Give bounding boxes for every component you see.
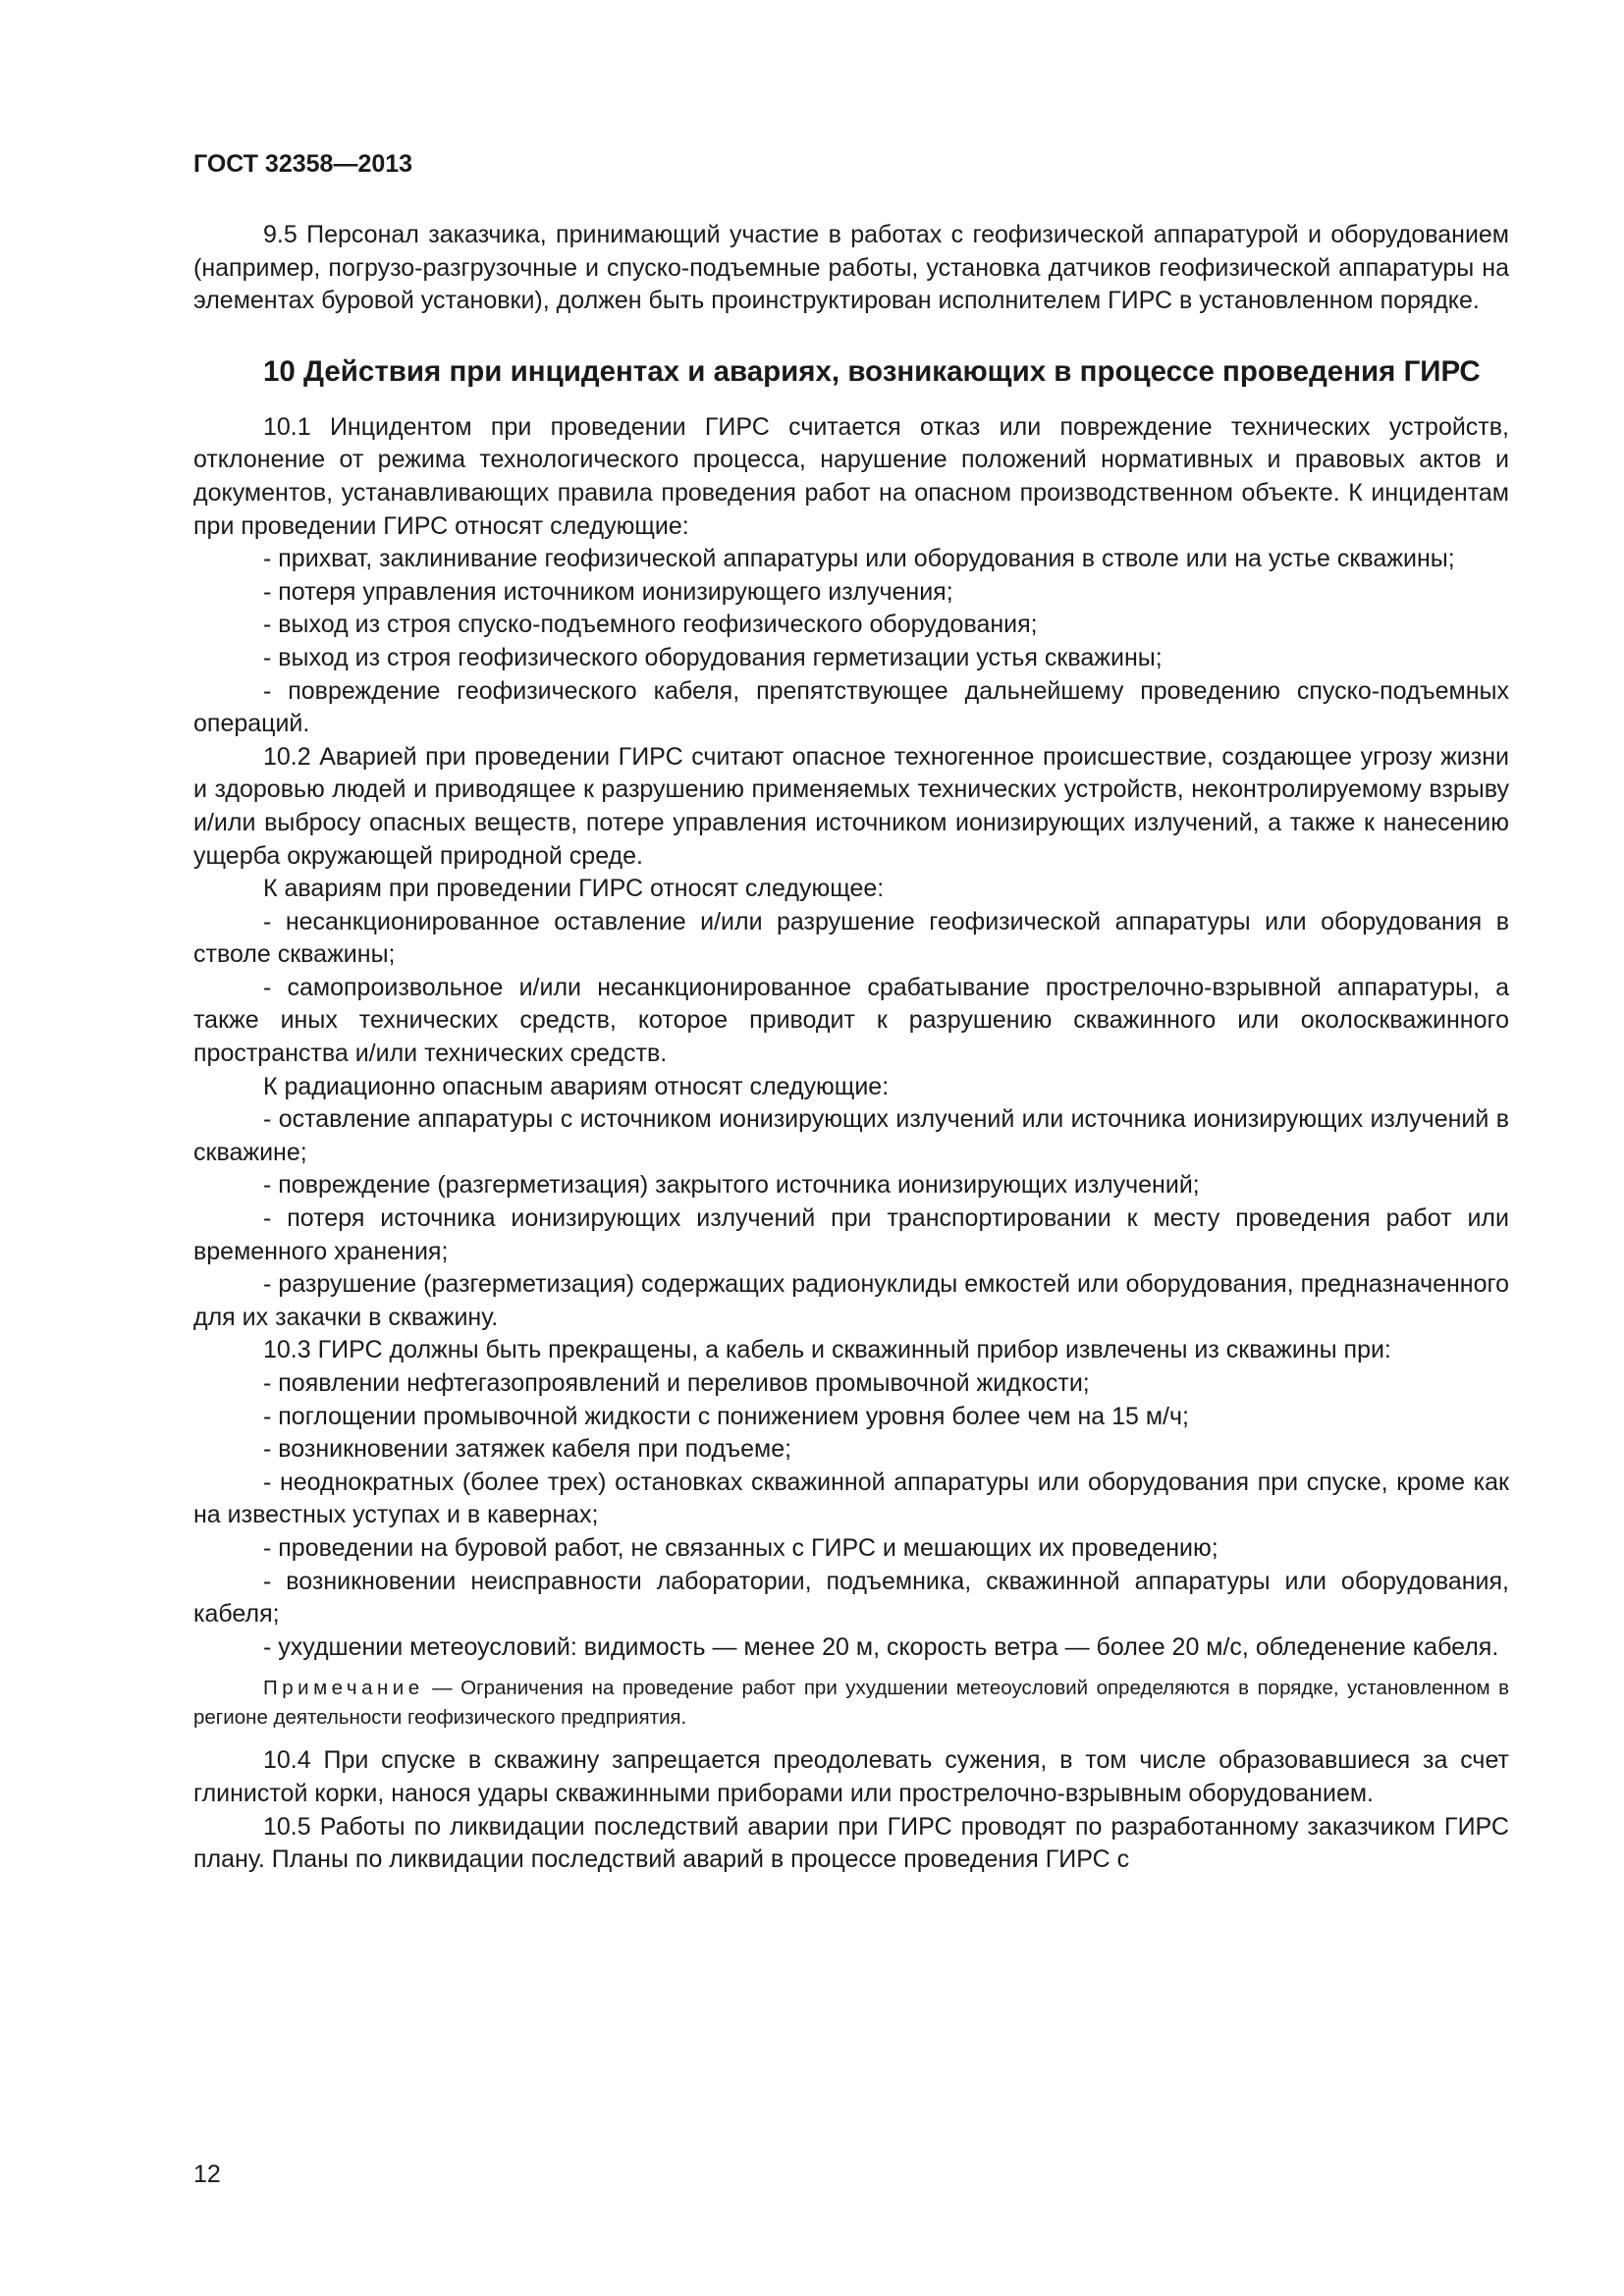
list-item: - выход из строя спуско-подъемного геофизического оборудования; <box>263 611 1038 639</box>
list-item: - поглощении промывочной жидкости с понижением уровня более чем на 15 м/ч; <box>263 1402 1189 1430</box>
list-item: - оставление аппаратуры с источником ионизирующих излучений или источника ионизирующих излучений в скважине; <box>193 1105 1509 1166</box>
list-item: - возникновении затяжек кабеля при подъеме; <box>263 1435 792 1464</box>
note-block <box>193 1674 1509 1733</box>
paragraph-accidents-intro: К авариям при проведении ГИРС относят следующее: <box>263 875 885 903</box>
document-page <box>193 149 1509 1877</box>
paragraph-10-3: 10.3 ГИРС должны быть прекращены, а кабель и скважинный прибор извлечены из скважины при: <box>263 1336 1391 1364</box>
paragraph-10-1: 10.1 Инцидентом при проведении ГИРС считается отказ или повреждение технических устройств, отклонение от режима технологического процесса, нарушение положений нормативных и правовых актов и документов, устанавливающих правила проведения работ на опасном производственном объекте. К инцидентам при проведении ГИРС относят следующие: <box>193 412 1509 540</box>
list-item: - несанкционированное оставление и/или разрушение геофизической аппаратуры или оборудования в стволе скважины; <box>193 907 1509 969</box>
note-label: Примечание <box>263 1677 424 1700</box>
list-item: - появлении нефтегазопроявлений и переливов промывочной жидкости; <box>263 1369 1090 1397</box>
list-item: - неоднократных (более трех) остановках скважинной аппаратуры или оборудования при спуске, кроме как на известных уступах и в кавернах; <box>193 1468 1509 1529</box>
document-code-header: ГОСТ 32358—2013 <box>193 150 413 178</box>
section-9-body <box>193 219 1509 318</box>
list-item: - разрушение (разгерметизация) содержащих радионуклиды емкостей или оборудования, предназначенного для их закачки в скважину. <box>193 1270 1509 1331</box>
list-item: - проведении на буровой работ, не связанных с ГИРС и мешающих их проведению; <box>263 1533 1218 1562</box>
paragraph-radiation-intro: К радиационно опасным авариям относят следующие: <box>263 1072 890 1100</box>
section-10-body-continued <box>193 1744 1509 1876</box>
section-10-body <box>193 411 1509 1665</box>
note-text: — Ограничения на проведение работ при ухудшении метеоусловий определяются в порядке, установленном в регионе деятельности геофизического предприятия. <box>193 1677 1509 1730</box>
paragraph-9-5: 9.5 Персонал заказчика, принимающий участие в работах с геофизической аппаратурой и оборудованием (например, погрузо-разгрузочные и спуско-подъемные работы, установка датчиков геофизической аппаратуры на элементах буровой установки), должен быть проинструктирован исполнителем ГИРС в установленном порядке. <box>193 221 1509 315</box>
paragraph-10-4: 10.4 При спуске в скважину запрещается преодолевать сужения, в том числе образовавшиеся за счет глинистой корки, нанося удары скважинными приборами или прострелочно-взрывным оборудованием. <box>193 1746 1509 1807</box>
paragraph-10-5: 10.5 Работы по ликвидации последствий аварии при ГИРС проводят по разработанному заказчиком ГИРС плану. Планы по ликвидации последствий аварий в процессе проведения ГИРС с <box>193 1812 1509 1874</box>
list-item: - потеря управления источником ионизирующего излучения; <box>263 577 953 606</box>
list-item: - выход из строя геофизического оборудования герметизации устья скважины; <box>263 643 1163 671</box>
list-item: - повреждение (разгерметизация) закрытого источника ионизирующих излучений; <box>263 1171 1200 1200</box>
list-item: - потеря источника ионизирующих излучений при транспортировании к месту проведения работ или временного хранения; <box>193 1204 1509 1265</box>
page-number: 12 <box>193 2161 221 2188</box>
section-10-title: 10 Действия при инцидентах и авариях, возникающих в процессе проведения ГИРС <box>263 354 1481 388</box>
list-item: - ухудшении метеоусловий: видимость — менее 20 м, скорость ветра — более 20 м/с, обледенение кабеля. <box>263 1632 1499 1661</box>
list-item: - повреждение геофизического кабеля, препятствующее дальнейшему проведению спуско-подъемных операций. <box>193 676 1509 738</box>
list-item: - возникновении неисправности лаборатории, подъемника, скважинной аппаратуры или оборудования, кабеля; <box>193 1567 1509 1629</box>
list-item: - самопроизвольное и/или несанкционированное срабатывание прострелочно-взрывной аппаратуры, а также иных технических средств, которое приводит к разрушению скважинного или околоскважинного пространства и/или технических средств. <box>193 973 1509 1068</box>
list-item: - прихват, заклинивание геофизической аппаратуры или оборудования в стволе или на устье скважины; <box>263 545 1455 573</box>
paragraph-10-2: 10.2 Аварией при проведении ГИРС считают опасное техногенное происшествие, создающее угрозу жизни и здоровью людей и приводящее к разрушению применяемых технических устройств, неконтролируемому взрыву и/или выбросу опасных веществ, потере управления источником ионизирующих излучений, а также к нанесению ущерба окружающей природной среде. <box>193 742 1509 870</box>
